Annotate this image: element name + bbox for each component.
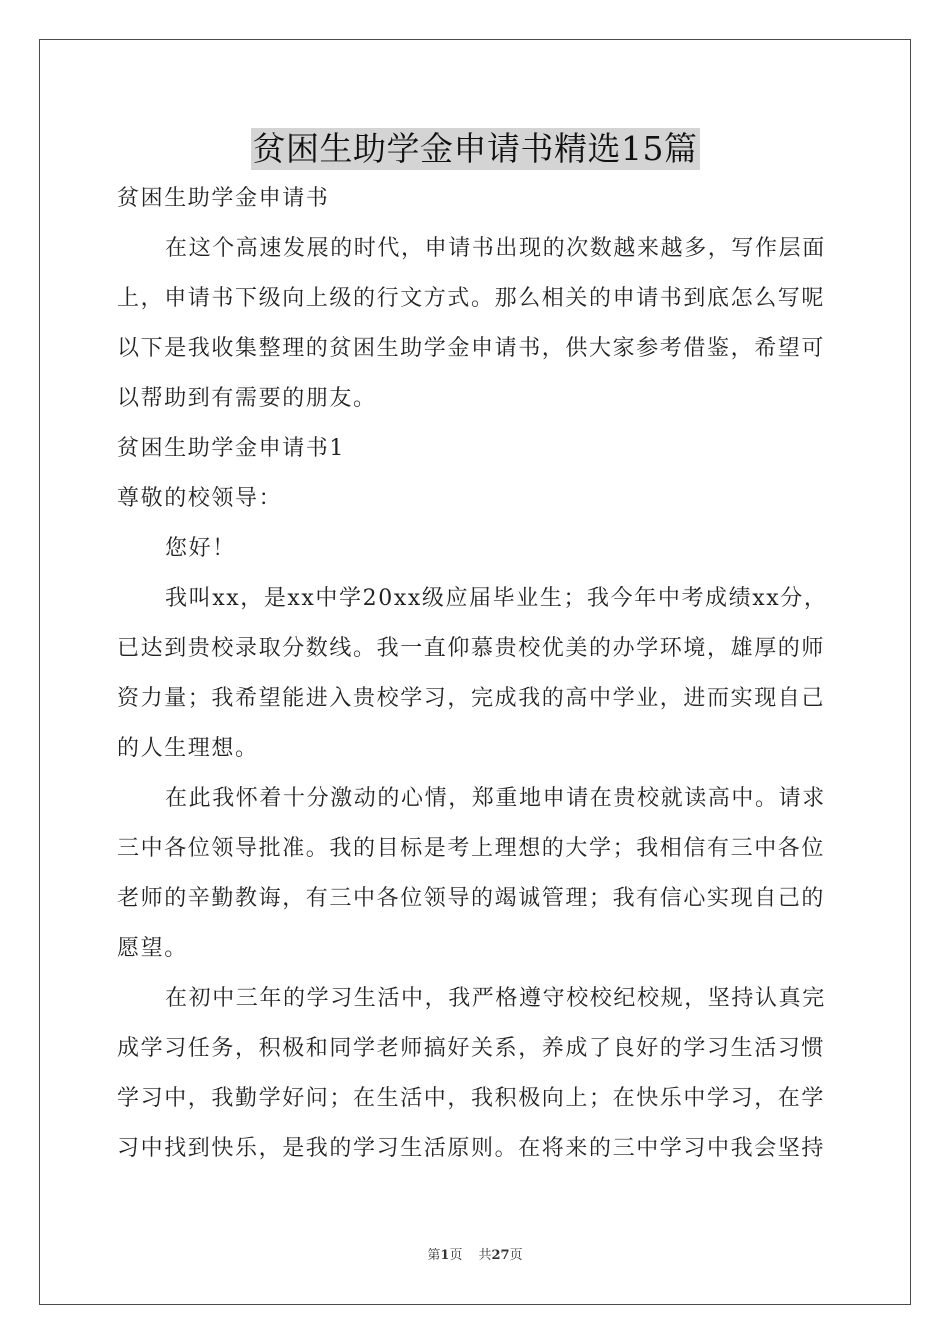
page-label-suffix: 页 [449,1248,463,1263]
section-heading: 贫困生助学金申请书1 [117,436,345,461]
page-label-prefix: 第 [427,1248,441,1263]
paragraph-line: 三中各位领导批准。我的目标是考上理想的大学；我相信有三中各位 [117,836,826,861]
paragraph-line: 学习中，我勤学好问；在生活中，我积极向上；在快乐中学习，在学 [117,1086,826,1111]
paragraph-line: 成学习任务，积极和同学老师搞好关系，养成了良好的学习生活习惯 [117,1036,826,1061]
section-heading: 贫困生助学金申请书 [117,186,330,211]
paragraph-line: 在这个高速发展的时代，申请书出现的次数越来越多，写作层面 [165,236,826,261]
paragraph-line: 的人生理想。 [117,736,259,761]
paragraph-line: 在此我怀着十分激动的心情，郑重地申请在贵校就读高中。请求 [165,786,826,811]
paragraph-line: 愿望。 [117,936,188,961]
page-border [39,39,911,1305]
paragraph-line: 资力量；我希望能进入贵校学习，完成我的高中学业，进而实现自己 [117,686,826,711]
page-footer [0,1247,950,1265]
paragraph-line: 习中找到快乐，是我的学习生活原则。在将来的三中学习中我会坚持 [117,1136,826,1161]
paragraph-line: 以下是我收集整理的贫困生助学金申请书，供大家参考借鉴，希望可 [117,336,826,361]
greeting: 您好！ [165,536,236,561]
document-title: 贫困生助学金申请书精选15篇 [252,129,698,168]
paragraph-line: 我叫xx，是xx中学20xx级应届毕业生；我今年中考成绩xx分， [165,586,828,611]
paragraph-line: 以帮助到有需要的朋友。 [117,386,377,411]
salutation: 尊敬的校领导： [117,486,283,511]
total-pages: 27 [491,1248,510,1263]
paragraph-line: 在初中三年的学习生活中，我严格遵守校校纪校规，坚持认真完 [165,986,826,1011]
title-container [0,128,950,170]
page-number: 1 [440,1248,450,1263]
total-label-prefix: 共 [478,1248,492,1263]
paragraph-line: 老师的辛勤教诲，有三中各位领导的竭诚管理；我有信心实现自己的 [117,886,826,911]
paragraph-line: 上，申请书下级向上级的行文方式。那么相关的申请书到底怎么写呢 [117,286,826,311]
paragraph-line: 已达到贵校录取分数线。我一直仰慕贵校优美的办学环境，雄厚的师 [117,636,826,661]
total-label-suffix: 页 [509,1248,523,1263]
